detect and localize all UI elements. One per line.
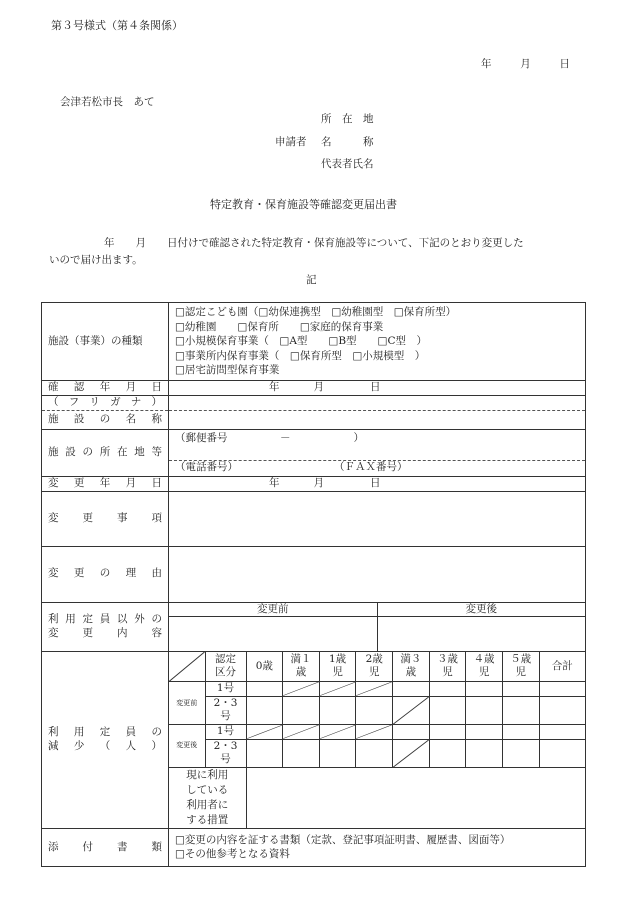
confirm-date-label: 確 認 年 月 日 [42, 381, 169, 396]
cell[interactable] [539, 682, 585, 697]
blocked-cell [283, 725, 320, 740]
diagonal-line [169, 652, 205, 682]
attachments-value [169, 828, 586, 866]
furigana-label: （ フ リ ガ ナ ） [42, 396, 169, 411]
row-facility-type [42, 303, 586, 381]
other-changes-label: 利 用 定 員 以 外 の 変 更 内 容 [42, 602, 169, 651]
row-facility-address [42, 429, 586, 476]
cell[interactable] [283, 696, 320, 724]
date-year: 年 [269, 476, 280, 489]
option-line[interactable]: □居宅訪問型保育事業 [175, 364, 280, 377]
option-line[interactable]: □認定こども園（□幼保連携型 □幼稚園型 □保育所型） [175, 306, 457, 319]
facility-name-value[interactable] [169, 410, 586, 429]
cell[interactable] [283, 739, 320, 767]
row-attachments [42, 828, 586, 866]
col-header: 認定 区分 [205, 652, 246, 682]
cell[interactable] [502, 725, 539, 740]
cell[interactable] [319, 739, 356, 767]
date-day: 日 [559, 58, 570, 70]
row-change-reason [42, 546, 586, 602]
before-header: 変更前 [169, 603, 377, 617]
change-items-label: 変 更 事 項 [42, 491, 169, 546]
capacity-grid [169, 651, 586, 828]
applicant-rep-label: 代表者氏名 [321, 158, 374, 170]
col-header: 0歳 [246, 652, 283, 682]
col-header: 満３ 歳 [393, 652, 430, 682]
cell[interactable] [429, 739, 466, 767]
facility-type-options[interactable] [169, 303, 586, 381]
blocked-cell [319, 725, 356, 740]
col-header: 2歳 児 [356, 652, 393, 682]
blocked-cell [393, 739, 430, 767]
after-value[interactable] [377, 617, 585, 651]
cell[interactable] [466, 739, 503, 767]
cell[interactable] [466, 682, 503, 697]
cell[interactable] [429, 682, 466, 697]
cell[interactable] [466, 696, 503, 724]
applicant-label: 申請者 [275, 136, 307, 148]
facility-name-label: 施 設 の 名 称 [42, 410, 169, 429]
option-line[interactable]: □小規模保育事業（ □A型 □B型 □C型 ） [175, 335, 428, 348]
cell[interactable] [502, 739, 539, 767]
after-row-label: 変更後 [169, 725, 205, 768]
kind-cell: 1号 [205, 725, 246, 740]
blocked-cell [356, 725, 393, 740]
phone-line [169, 461, 585, 476]
cell[interactable] [429, 725, 466, 740]
kind-cell: 2・3号 [205, 739, 246, 767]
cell[interactable] [502, 682, 539, 697]
ki-label: 記 [306, 274, 317, 286]
date-year: 年 [269, 381, 280, 394]
blocked-cell [356, 682, 393, 697]
facility-address-label: 施 設 の 所 在 地 等 [42, 429, 169, 476]
date-month: 月 [520, 58, 531, 70]
change-reason-label: 変 更 の 理 由 [42, 546, 169, 602]
measure-value[interactable] [246, 767, 585, 828]
cell[interactable] [246, 696, 283, 724]
phone-label: （電話番号） [175, 460, 238, 473]
furigana-value[interactable] [169, 396, 586, 411]
date-month: 月 [313, 381, 324, 394]
row-change-items [42, 491, 586, 546]
cell[interactable] [393, 725, 430, 740]
cell[interactable] [356, 696, 393, 724]
cell[interactable] [539, 725, 585, 740]
blocked-cell [246, 725, 283, 740]
date-year: 年 [481, 58, 492, 70]
before-value[interactable] [169, 617, 377, 651]
col-header: 満１ 歳 [283, 652, 320, 682]
change-items-value[interactable] [169, 491, 586, 546]
row-change-date [42, 476, 586, 491]
row-facility-name [42, 410, 586, 429]
change-date-value[interactable] [169, 476, 586, 491]
attachments-label: 添 付 書 類 [42, 828, 169, 866]
cell[interactable] [539, 739, 585, 767]
kind-cell: 2・3号 [205, 696, 246, 724]
cell[interactable] [319, 696, 356, 724]
capacity-label: 利 用 定 員 の 減 少 （ 人 ） [42, 651, 169, 828]
col-header: ５歳 児 [502, 652, 539, 682]
body-text-line1: 年 月 日付けで確認された特定教育・保育施設等について、下記のとおり変更した [104, 237, 524, 249]
row-confirm-date [42, 381, 586, 396]
form-table [41, 302, 586, 867]
form-number: 第３号様式（第４条関係） [51, 19, 183, 32]
row-capacity [42, 651, 586, 828]
date-day: 日 [370, 381, 381, 394]
blocked-cell [319, 682, 356, 697]
col-header: ４歳 児 [466, 652, 503, 682]
after-header: 変更後 [377, 603, 585, 617]
postal-line: （郵便番号 － ） [169, 430, 585, 461]
cell[interactable] [502, 696, 539, 724]
addressee: 会津若松市長 あて [60, 96, 155, 108]
row-furigana [42, 396, 586, 411]
change-date-label: 変 更 年 月 日 [42, 476, 169, 491]
col-header: ３歳 児 [429, 652, 466, 682]
fax-label: （ＦＡＸ番号） [334, 460, 408, 473]
measure-label: 現に利用 している 利用者に する措置 [169, 767, 246, 828]
facility-address-value[interactable] [169, 429, 586, 476]
change-reason-value[interactable] [169, 546, 586, 602]
cell[interactable] [246, 739, 283, 767]
submission-date [481, 56, 570, 71]
attachment-option[interactable]: □その他参考となる資料 [175, 848, 290, 861]
row-other-changes [42, 602, 586, 651]
blocked-cell [393, 696, 430, 724]
date-month: 月 [313, 476, 324, 489]
before-row-label: 変更前 [169, 682, 205, 725]
attachment-option[interactable]: □変更の内容を証する書類（定款、登記事項証明書、履歴書、図面等） [175, 833, 511, 846]
col-header: 合計 [539, 652, 585, 682]
cell[interactable] [246, 682, 283, 697]
date-day: 日 [370, 476, 381, 489]
facility-type-label: 施設（事業）の種類 [42, 303, 169, 381]
applicant-address-label: 所 在 地 [321, 113, 374, 125]
page-title: 特定教育・保育施設等確認変更届出書 [210, 198, 397, 211]
applicant-name-label: 名 称 [321, 136, 374, 148]
other-changes-value [169, 602, 586, 651]
cell[interactable] [539, 696, 585, 724]
body-text-line2: いので届け出ます。 [49, 254, 143, 266]
cell[interactable] [393, 682, 430, 697]
option-line[interactable]: □事業所内保育事業（ □保育所型 □小規模型 ） [175, 349, 426, 362]
cell[interactable] [466, 725, 503, 740]
confirm-date-value[interactable] [169, 381, 586, 396]
col-header: 1歳 児 [319, 652, 356, 682]
cell[interactable] [356, 739, 393, 767]
cell[interactable] [429, 696, 466, 724]
option-line[interactable]: □幼稚園 □保育所 □家庭的保育事業 [175, 320, 384, 333]
blocked-cell [283, 682, 320, 697]
corner-cell [169, 652, 205, 682]
kind-cell: 1号 [205, 682, 246, 697]
